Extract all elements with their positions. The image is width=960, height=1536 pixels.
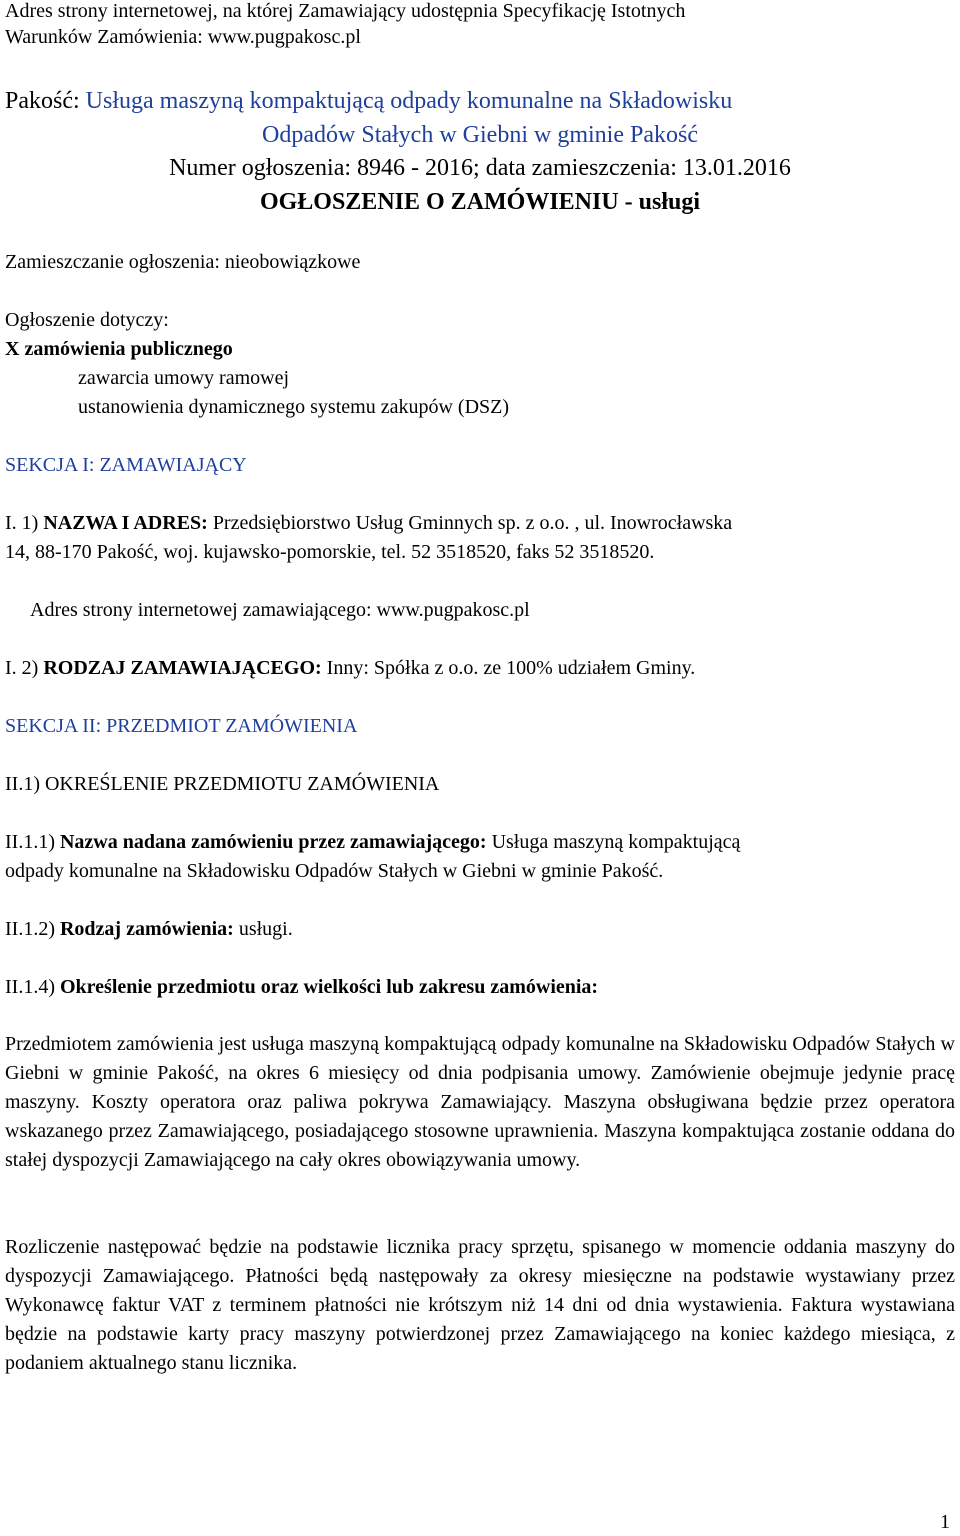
concerns-label: Ogłoszenie dotyczy: bbox=[5, 309, 169, 331]
i1-text: Przedsiębiorstwo Usług Gminnych sp. z o.o. , ul. Inowrocławska bbox=[207, 512, 733, 534]
contracting-authority-address-line-2: 14, 88-170 Pakość, woj. kujawsko-pomorskie, tel. 52 3518520, faks 52 3518520. bbox=[5, 541, 655, 563]
title-contract-name-2: Odpadów Stałych w Giebni w gminie Pakość bbox=[262, 122, 698, 148]
spec-url-line-1: Adres strony internetowej, na której Zamawiający udostępnia Specyfikację Istotnych bbox=[5, 0, 686, 22]
i2-text: Inny: Spółka z o.o. ze 100% udziałem Gminy. bbox=[321, 657, 696, 679]
ii12-text: usługi. bbox=[233, 918, 293, 940]
i1-prefix: I. 1) bbox=[5, 512, 44, 534]
ii14-label: Określenie przedmiotu oraz wielkości lub zakresu zamówienia: bbox=[59, 976, 599, 998]
scope-paragraph-2: Rozliczenie następować będzie na podstawie licznika pracy sprzętu, spisanego w momencie oddania maszyny do dyspozycji Zamawiającego. Płatności będą następowały za okresy miesięczne na podstawie wystawiany przez Wykonawcę faktur VAT z terminem płatności nie krótszym niż 14 dni od dnia wystawienia. Faktura wystawiana będzie na podstawie karty pracy maszyny potwierdzonej przez Zamawiającego na koniec każdego miesiąca, z podaniem aktualnego stanu licznika. bbox=[5, 1236, 955, 1374]
title-line-1 bbox=[5, 86, 732, 116]
section-2-heading: SEKCJA II: PRZEDMIOT ZAMÓWIENIA bbox=[5, 715, 358, 737]
i1-label: NAZWA I ADRES: bbox=[43, 512, 208, 534]
contract-kind bbox=[5, 917, 293, 941]
section-1-heading: SEKCJA I: ZAMAWIAJĄCY bbox=[5, 454, 247, 476]
ii11-label: Nazwa nadana zamówieniu przez zamawiającego: bbox=[59, 831, 487, 853]
concerns-checked-option: X zamówienia publicznego bbox=[5, 338, 233, 360]
ii12-label: Rodzaj zamówienia: bbox=[59, 918, 234, 940]
contract-name-line-2: odpady komunalne na Składowisku Odpadów Stałych w Giebni w gminie Pakość. bbox=[5, 860, 664, 882]
contracting-authority-website: Adres strony internetowej zamawiającego: www.pugpakosc.pl bbox=[30, 599, 530, 621]
scope-paragraph-1: Przedmiotem zamówienia jest usługa maszyną kompaktującą odpady komunalne na Składowisku Odpadów Stałych w Giebni w gminie Pakość, na okres 6 miesięcy od dnia podpisania umowy. Zamówienie obejmuje jedynie pracę maszyny. Koszty operatora oraz paliwa pokrywa Zamawiający. Maszyna obsługiwana będzie przez operatora wskazanego przez Zamawiającego, posiadającego stosowne uprawnienia. Maszyna kompaktująca zostanie oddana do stałej dyspozycji Zamawiającego na cały okres obowiązywania umowy. bbox=[5, 1033, 955, 1171]
ii12-prefix: II.1.2) bbox=[5, 918, 60, 940]
i2-label: RODZAJ ZAMAWIAJĄCEGO: bbox=[43, 657, 322, 679]
spec-url-line-2: Warunków Zamówienia: www.pugpakosc.pl bbox=[5, 26, 361, 48]
notice-type: OGŁOSZENIE O ZAMÓWIENIU - usługi bbox=[259, 189, 701, 215]
page-number: 1 bbox=[940, 1511, 950, 1533]
concerns-option-framework: zawarcia umowy ramowej bbox=[78, 367, 290, 389]
i2-prefix: I. 2) bbox=[5, 657, 44, 679]
notice-number-line: Numer ogłoszenia: 8946 - 2016; data zamieszczenia: 13.01.2016 bbox=[169, 155, 791, 181]
publication-status: Zamieszczanie ogłoszenia: nieobowiązkowe bbox=[5, 251, 361, 273]
ii11-text: Usługa maszyną kompaktującą bbox=[486, 831, 741, 853]
contract-name-line-1 bbox=[5, 830, 740, 854]
subject-definition-heading: II.1) OKREŚLENIE PRZEDMIOTU ZAMÓWIENIA bbox=[5, 773, 440, 795]
title-prefix: Pakość: bbox=[5, 88, 86, 114]
ii11-prefix: II.1.1) bbox=[5, 831, 60, 853]
title-contract-name-1: Usługa maszyną kompaktującą odpady komunalne na Składowisku bbox=[85, 88, 733, 114]
ii14-prefix: II.1.4) bbox=[5, 976, 60, 998]
contracting-authority-name-line-1 bbox=[5, 511, 732, 535]
contracting-authority-type bbox=[5, 656, 695, 680]
scope-heading bbox=[5, 975, 598, 999]
concerns-option-dsz: ustanowienia dynamicznego systemu zakupów (DSZ) bbox=[78, 396, 510, 418]
